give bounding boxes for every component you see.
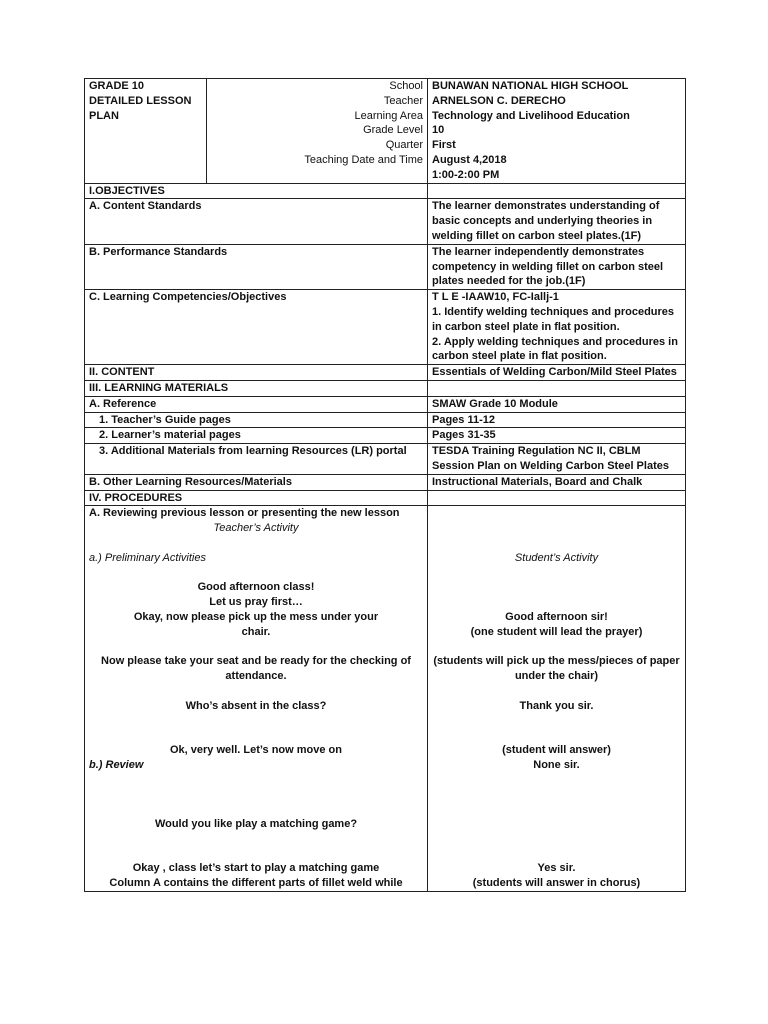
row-value: Essentials of Welding Carbon/Mild Steel Plates xyxy=(428,365,686,381)
teacher-line: Let us pray first… xyxy=(209,596,303,609)
row-value: The learner demonstrates understanding of basic concepts and underlying theories in welding fillet on carbon steel plates.(1F) xyxy=(428,199,686,244)
student-activity-heading: Student’s Activity xyxy=(514,551,599,564)
row-label: II. CONTENT xyxy=(85,365,428,381)
section-heading: IV. PROCEDURES xyxy=(85,490,428,506)
grade-line: GRADE 10 xyxy=(89,80,145,92)
label-quarter: Quarter xyxy=(385,139,423,152)
objectives-heading-row xyxy=(85,183,686,199)
student-line: None sir. xyxy=(533,758,580,771)
row-label: A. Content Standards xyxy=(85,199,428,244)
value-grade-level: 10 xyxy=(432,124,445,137)
row-label: B. Other Learning Resources/Materials xyxy=(85,474,428,490)
row-label: 1. Teacher’s Guide pages xyxy=(85,412,428,428)
row-label: C. Learning Competencies/Objectives xyxy=(85,290,428,365)
row-label: 2. Learner’s material pages xyxy=(85,428,428,444)
value-date: August 4,2018 xyxy=(432,153,507,166)
additional-materials-row xyxy=(85,444,686,475)
preliminary-activities: a.) Preliminary Activities xyxy=(89,551,206,564)
teacher-line: Who’s absent in the class? xyxy=(185,699,327,712)
row-value xyxy=(428,290,686,365)
other-resources-row xyxy=(85,474,686,490)
student-line: Yes sir. xyxy=(537,862,576,875)
teacher-line: Okay , class let’s start to play a matching game xyxy=(132,862,380,875)
teacher-line: Okay, now please pick up the mess under your chair. xyxy=(133,610,379,638)
review-label: b.) Review xyxy=(89,758,144,771)
student-activity-cell xyxy=(428,506,686,892)
teacher-line: Ok, very well. Let’s now move on xyxy=(170,744,342,757)
row-value: The learner independently demonstrates competency in welding fillet on carbon steel plates needed for the job.(1F) xyxy=(428,244,686,289)
header-labels-cell xyxy=(207,79,428,184)
student-line: (students will answer in chorus) xyxy=(472,877,641,890)
value-teacher: ARNELSON C. DERECHO xyxy=(432,94,566,107)
row-value: Pages 11-12 xyxy=(428,412,686,428)
student-line: (students will pick up the mess/pieces of paper under the chair) xyxy=(433,655,680,683)
row-label: B. Performance Standards xyxy=(85,244,428,289)
row-label: A. Reference xyxy=(85,396,428,412)
competency-code: T L E -IAAW10, FC-Iallj-1 xyxy=(432,291,559,304)
materials-heading-row xyxy=(85,380,686,396)
competencies-row xyxy=(85,290,686,365)
label-school: School xyxy=(389,80,423,92)
content-row xyxy=(85,365,686,381)
learners-material-row xyxy=(85,428,686,444)
teacher-line: Would you like play a matching game? xyxy=(154,818,358,831)
grade-line: PLAN xyxy=(89,109,119,122)
value-school: BUNAWAN NATIONAL HIGH SCHOOL xyxy=(432,80,629,92)
value-time: 1:00-2:00 PM xyxy=(432,168,500,181)
label-teaching-date: Teaching Date and Time xyxy=(304,153,423,166)
content-standards-row xyxy=(85,199,686,244)
value-quarter: First xyxy=(432,139,456,152)
teacher-line: Good afternoon class! xyxy=(197,581,315,594)
section-heading: III. LEARNING MATERIALS xyxy=(85,380,428,396)
student-line: (one student will lead the prayer) xyxy=(470,625,643,638)
reference-row xyxy=(85,396,686,412)
row-value: SMAW Grade 10 Module xyxy=(428,396,686,412)
lesson-plan-table xyxy=(84,78,686,892)
competency-item: 2. Apply welding techniques and procedures in carbon steel plate in flat position. xyxy=(432,335,678,363)
teacher-activity-heading: Teacher’s Activity xyxy=(213,522,299,535)
grade-line: DETAILED LESSON xyxy=(89,94,192,107)
teacher-line: Column A contains the different parts of fillet weld while xyxy=(109,877,403,890)
label-learning-area: Learning Area xyxy=(354,109,423,122)
student-line: Good afternoon sir! xyxy=(505,610,608,623)
procedures-body-row xyxy=(85,506,686,892)
procedure-a-label: A. Reviewing previous lesson or presenting the new lesson xyxy=(89,507,400,520)
row-value: TESDA Training Regulation NC II, CBLM Session Plan on Welding Carbon Steel Plates xyxy=(428,444,686,475)
competency-item: 1. Identify welding techniques and procedures in carbon steel plate in flat position. xyxy=(432,305,675,333)
row-label: 3. Additional Materials from learning Resources (LR) portal xyxy=(85,444,428,475)
row-value: Instructional Materials, Board and Chalk xyxy=(428,474,686,490)
section-heading: I.OBJECTIVES xyxy=(85,183,428,199)
grade-cell xyxy=(85,79,207,184)
student-line: (student will answer) xyxy=(502,744,611,757)
label-grade-level: Grade Level xyxy=(363,124,423,137)
header-row xyxy=(85,79,686,184)
teacher-line: Now please take your seat and be ready for the checking of attendance. xyxy=(101,655,411,683)
teacher-activity-cell xyxy=(85,506,428,892)
performance-standards-row xyxy=(85,244,686,289)
header-values-cell xyxy=(428,79,686,184)
student-line: Thank you sir. xyxy=(519,699,594,712)
value-learning-area: Technology and Livelihood Education xyxy=(432,109,630,122)
teachers-guide-row xyxy=(85,412,686,428)
label-teacher: Teacher xyxy=(383,94,423,107)
procedures-heading-row xyxy=(85,490,686,506)
row-value: Pages 31-35 xyxy=(428,428,686,444)
